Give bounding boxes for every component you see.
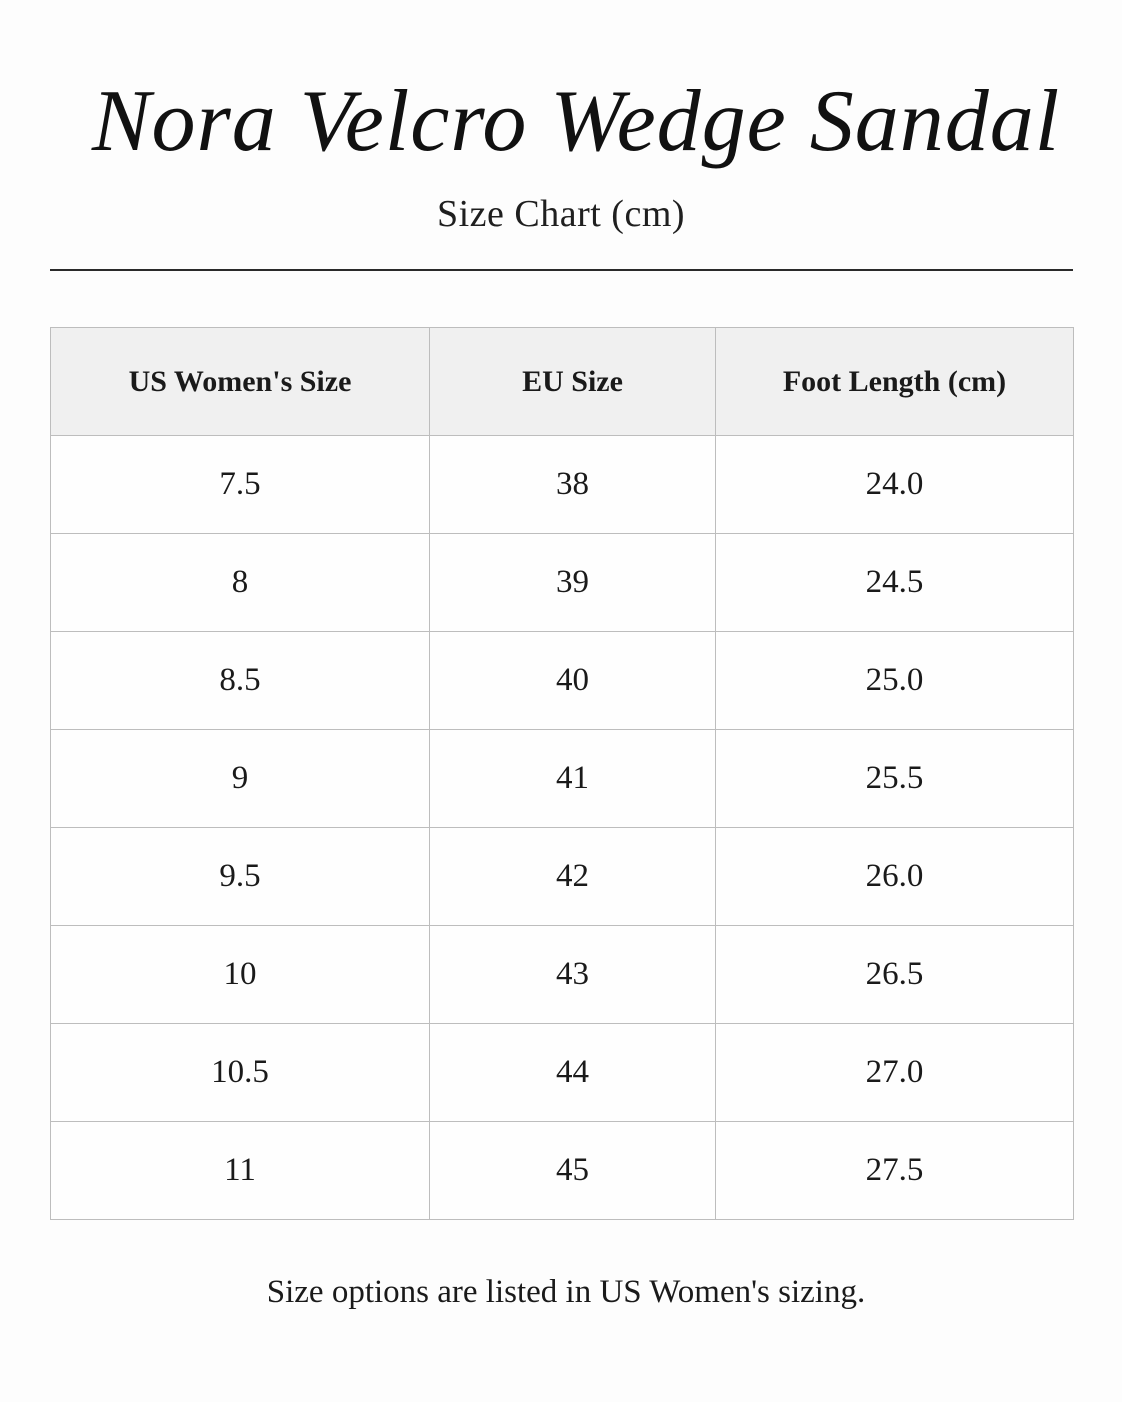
table-header-row bbox=[51, 328, 1074, 436]
foot-length-cell: 25.0 bbox=[716, 632, 1074, 730]
eu-size-cell: 43 bbox=[430, 926, 716, 1024]
eu-size-cell: 45 bbox=[430, 1122, 716, 1220]
column-header-eu-size: EU Size bbox=[430, 328, 716, 436]
foot-length-cell: 24.0 bbox=[716, 436, 1074, 534]
page-subtitle: Size Chart (cm) bbox=[436, 193, 686, 235]
us-size-cell: 7.5 bbox=[51, 436, 430, 534]
foot-length-cell: 24.5 bbox=[716, 534, 1074, 632]
column-header-foot-length: Foot Length (cm) bbox=[716, 328, 1074, 436]
size-chart-table bbox=[50, 327, 1074, 1220]
us-size-cell: 9 bbox=[51, 730, 430, 828]
eu-size-cell: 39 bbox=[430, 534, 716, 632]
table-row bbox=[51, 828, 1074, 926]
foot-length-cell: 26.0 bbox=[716, 828, 1074, 926]
table-row bbox=[51, 730, 1074, 828]
table-row bbox=[51, 436, 1074, 534]
table-row bbox=[51, 1122, 1074, 1220]
table-row bbox=[51, 926, 1074, 1024]
column-header-us-size: US Women's Size bbox=[51, 328, 430, 436]
us-size-cell: 8 bbox=[51, 534, 430, 632]
eu-size-cell: 44 bbox=[430, 1024, 716, 1122]
title-divider bbox=[50, 269, 1073, 271]
us-size-cell: 9.5 bbox=[51, 828, 430, 926]
eu-size-cell: 42 bbox=[430, 828, 716, 926]
table-row bbox=[51, 534, 1074, 632]
sizing-footnote: Size options are listed in US Women's sizing. bbox=[266, 1274, 866, 1310]
us-size-cell: 10 bbox=[51, 926, 430, 1024]
eu-size-cell: 38 bbox=[430, 436, 716, 534]
us-size-cell: 10.5 bbox=[51, 1024, 430, 1122]
eu-size-cell: 40 bbox=[430, 632, 716, 730]
foot-length-cell: 26.5 bbox=[716, 926, 1074, 1024]
foot-length-cell: 27.0 bbox=[716, 1024, 1074, 1122]
eu-size-cell: 41 bbox=[430, 730, 716, 828]
page-title: Nora Velcro Wedge Sandal bbox=[91, 73, 1061, 170]
us-size-cell: 11 bbox=[51, 1122, 430, 1220]
table-row bbox=[51, 632, 1074, 730]
us-size-cell: 8.5 bbox=[51, 632, 430, 730]
table-row bbox=[51, 1024, 1074, 1122]
foot-length-cell: 27.5 bbox=[716, 1122, 1074, 1220]
foot-length-cell: 25.5 bbox=[716, 730, 1074, 828]
